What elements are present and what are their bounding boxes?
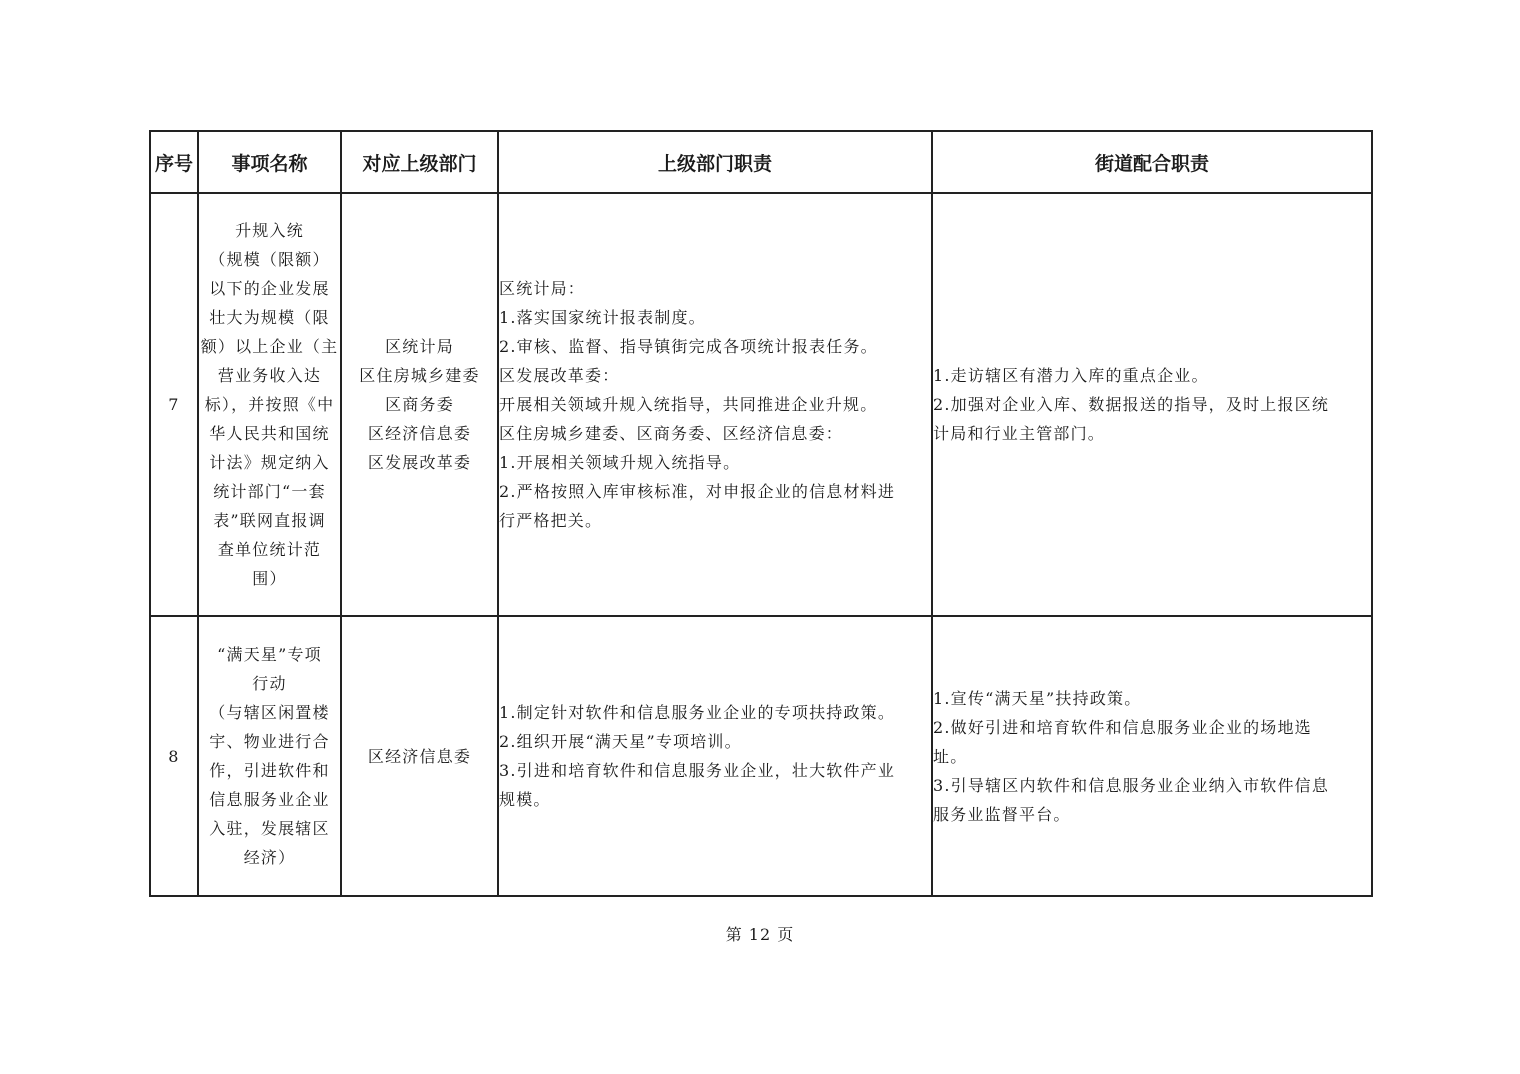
cell-line: 2.严格按照入库审核标准，对申报企业的信息材料进 bbox=[499, 482, 896, 501]
header-superior-duty: 上级部门职责 bbox=[498, 131, 932, 193]
cell-line: 查单位统计范 bbox=[217, 540, 322, 559]
cell-line: 行动 bbox=[252, 674, 287, 693]
item-name-cell bbox=[198, 193, 341, 616]
cell-line: 1.宣传“满天星”扶持政策。 bbox=[933, 688, 1142, 708]
cell-line: 2.加强对企业入库、数据报送的指导，及时上报区统 bbox=[933, 395, 1330, 414]
cell-line: 区统计局 bbox=[385, 337, 454, 356]
cell-line: 区经济信息委 bbox=[367, 746, 472, 766]
cell-line: 宇、物业进行合 bbox=[209, 732, 330, 751]
cell-line: （规模（限额） bbox=[209, 250, 330, 269]
table-header-row bbox=[150, 131, 1372, 193]
cell-line: 升规入统 bbox=[235, 221, 304, 240]
superior-duty-cell bbox=[498, 616, 932, 896]
cell-line: 服务业监督平台。 bbox=[933, 804, 1071, 824]
row-number: 7 bbox=[150, 193, 198, 616]
cell-line: 壮大为规模（限 bbox=[209, 308, 330, 327]
cell-line: 2.审核、监督、指导镇街完成各项统计报表任务。 bbox=[499, 337, 878, 356]
cell-line: 区发展改革委 bbox=[367, 453, 472, 472]
row-number: 8 bbox=[150, 616, 198, 896]
cell-line: 行严格把关。 bbox=[499, 511, 603, 530]
cell-line: 统计部门“一套 bbox=[213, 482, 326, 501]
cell-line: 营业务收入达 bbox=[217, 366, 322, 385]
cell-line: 区住房城乡建委 bbox=[359, 366, 480, 385]
header-no: 序号 bbox=[150, 131, 198, 193]
superior-dept-cell bbox=[341, 616, 498, 896]
cell-line: 信息服务业企业 bbox=[209, 790, 330, 809]
table-row bbox=[150, 616, 1372, 896]
cell-line: 区经济信息委 bbox=[367, 424, 472, 443]
superior-dept-cell bbox=[341, 193, 498, 616]
item-name-cell bbox=[198, 616, 341, 896]
header-street-duty: 街道配合职责 bbox=[932, 131, 1372, 193]
cell-line: 经济） bbox=[243, 848, 296, 867]
cell-line: “满天星”专项 bbox=[217, 645, 322, 664]
header-item-name: 事项名称 bbox=[198, 131, 341, 193]
cell-line: 作，引进软件和 bbox=[209, 761, 330, 780]
cell-line: 1.落实国家统计报表制度。 bbox=[499, 308, 706, 327]
cell-line: 计法》规定纳入 bbox=[209, 453, 330, 472]
street-duty-cell bbox=[932, 193, 1372, 616]
cell-line: 区住房城乡建委、区商务委、区经济信息委： bbox=[499, 424, 844, 443]
cell-line: 以下的企业发展 bbox=[209, 279, 330, 298]
cell-line: 标），并按照《中 bbox=[204, 395, 335, 414]
cell-line: 额）以上企业（主 bbox=[200, 337, 339, 356]
cell-line: 华人民共和国统 bbox=[209, 424, 330, 443]
cell-line: 1.制定针对软件和信息服务业企业的专项扶持政策。 bbox=[499, 703, 896, 722]
cell-line: 址。 bbox=[933, 746, 968, 766]
cell-line: 区商务委 bbox=[385, 395, 454, 414]
cell-line: 开展相关领域升规入统指导，共同推进企业升规。 bbox=[499, 395, 878, 414]
cell-line: 区发展改革委： bbox=[499, 366, 620, 385]
superior-duty-cell bbox=[498, 193, 932, 616]
cell-line: 1.开展相关领域升规入统指导。 bbox=[499, 453, 741, 472]
cell-line: 2.组织开展“满天星”专项培训。 bbox=[499, 732, 742, 751]
cell-line: 表”联网直报调 bbox=[213, 511, 326, 530]
cell-line: 计局和行业主管部门。 bbox=[933, 424, 1106, 443]
cell-line: 区统计局： bbox=[499, 279, 586, 298]
page-number: 第 12 页 bbox=[725, 925, 795, 944]
cell-line: 围） bbox=[252, 569, 287, 588]
cell-line: 2.做好引进和培育软件和信息服务业企业的场地选 bbox=[933, 717, 1312, 737]
duty-table bbox=[149, 130, 1373, 897]
header-superior-dept: 对应上级部门 bbox=[341, 131, 498, 193]
table-row bbox=[150, 193, 1372, 616]
cell-line: 1.走访辖区有潜力入库的重点企业。 bbox=[933, 366, 1209, 385]
cell-line: （与辖区闲置楼 bbox=[209, 703, 330, 722]
cell-line: 3.引导辖区内软件和信息服务业企业纳入市软件信息 bbox=[933, 775, 1330, 795]
cell-line: 入驻，发展辖区 bbox=[209, 819, 330, 838]
cell-line: 3.引进和培育软件和信息服务业企业，壮大软件产业 bbox=[499, 761, 896, 780]
cell-line: 规模。 bbox=[499, 790, 551, 809]
street-duty-cell bbox=[932, 616, 1372, 896]
